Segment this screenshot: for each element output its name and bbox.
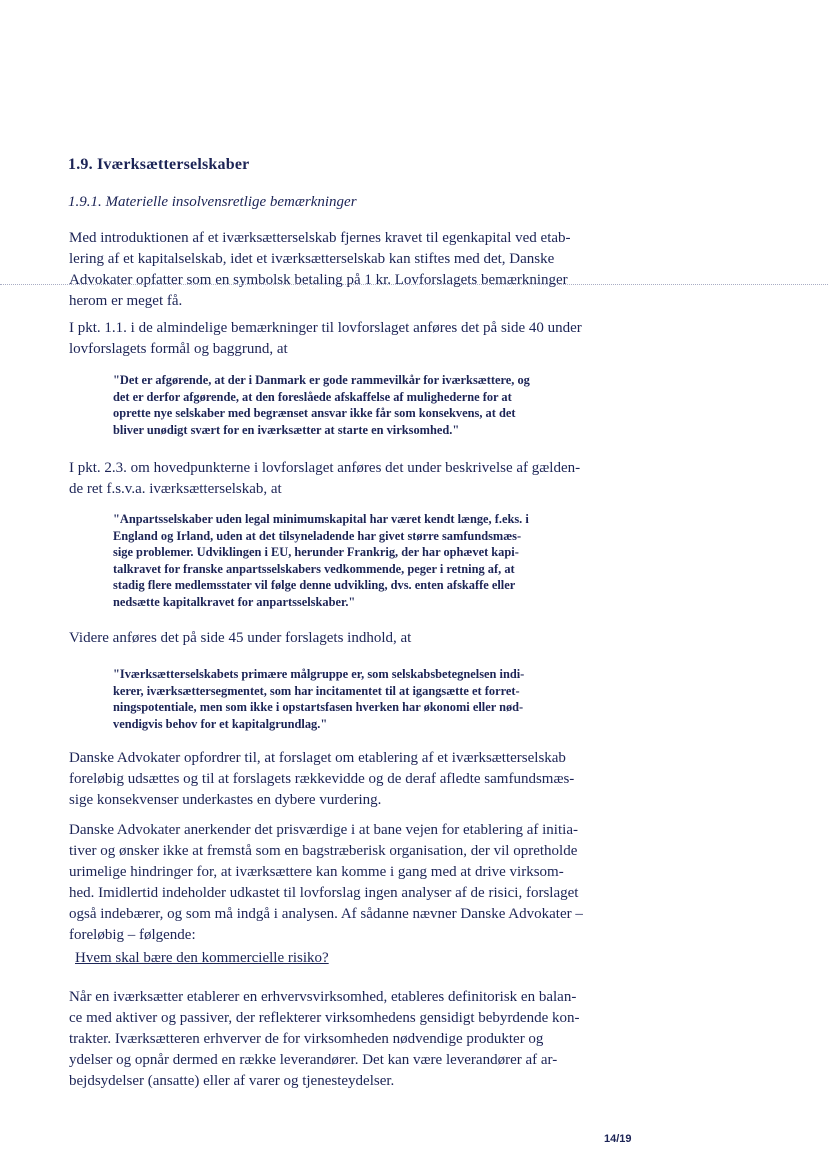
text-line: trakter. Iværksætteren erhverver de for virksomheden nødvendige produkter og [69, 1031, 544, 1047]
text-line: Danske Advokater anerkender det prisværdige i at bane vejen for etablering af initia- [69, 822, 578, 838]
paragraph-risiko [69, 987, 609, 1092]
text-line: hed. Imidlertid indeholder udkastet til lovforslag ingen analyser af de risici, forslaget [69, 885, 579, 901]
quote-line: talkravet for franske anpartsselskabers vedkommende, peger i retning af, at [113, 561, 515, 576]
quote-line: England og Irland, uden at det tilsyneladende har givet større samfundsmæs- [113, 528, 522, 543]
quote-line: bliver unødigt svært for en iværksætter at starte en virksomhed." [113, 422, 460, 437]
text-line: tiver og ønsker ikke at fremstå som en bagstræberisk organisation, der vil opretholde [69, 843, 578, 859]
text-line: ce med aktiver og passiver, der reflekterer virksomhedens gensidigt bebyrdende kon- [69, 1010, 580, 1026]
text-line: Når en iværksætter etablerer en erhvervsvirksomhed, etableres definitorisk en balan- [69, 989, 577, 1005]
text-line: I pkt. 2.3. om hovedpunkterne i lovforslaget anføres det under beskrivelse af gælden- [69, 460, 581, 476]
section-heading: 1.9. Iværksætterselskaber [68, 156, 250, 173]
text-line: lovforslagets formål og baggrund, at [69, 341, 288, 357]
text-line: ydelser og opnår dermed en række leverandører. Det kan være leverandører af ar- [69, 1052, 558, 1068]
quote-line: "Det er afgørende, at der i Danmark er gode rammevilkår for iværksættere, og [113, 373, 530, 387]
quote-line: stadig flere medlemsstater vil følge denne udvikling, dvs. enten afskaffe eller [113, 578, 516, 593]
quote-line: vendigvis behov for et kapitalgrundlag." [113, 716, 328, 731]
quote-maalgruppe [113, 666, 545, 732]
quote-line: nedsætte kapitalkravet for anpartsselskaber." [113, 594, 356, 609]
text-line: I pkt. 1.1. i de almindelige bemærkninger til lovforslaget anføres det på side 40 under [69, 320, 582, 336]
quote-line: "Anpartsselskaber uden legal minimumskapital har været kendt længe, f.eks. i [113, 512, 529, 526]
paragraph-side-45 [69, 628, 609, 649]
paragraph-anerkendelse [69, 820, 609, 946]
page-number: 14/19 [604, 1133, 632, 1145]
quote-line: det er derfor afgørende, at den foreslåede afskaffelse af mulighederne for at [113, 389, 512, 404]
question-heading: Hvem skal bære den kommercielle risiko? [75, 950, 329, 966]
text-line: sige konsekvenser underkastes en dybere vurdering. [69, 792, 382, 808]
paragraph-opfordring [69, 748, 609, 811]
text-line: lering af et kapitalselskab, idet et iværksætterselskab kan stiftes med det, Danske [69, 251, 555, 267]
quote-line: "Iværksætterselskabets primære målgruppe er, som selskabsbetegnelsen indi- [113, 667, 525, 681]
quote-rammevilkaar [113, 372, 545, 438]
paragraph-pkt-2-3 [69, 458, 609, 500]
quote-anpartsselskaber [113, 511, 545, 611]
text-line: Advokater opfatter som en symbolsk betaling på 1 kr. Lovforslagets bemærkninger [69, 272, 568, 288]
quote-line: ningspotentiale, men som ikke i opstartsfasen hverken har økonomi eller nød- [113, 700, 524, 715]
paragraph-pkt-1-1 [69, 318, 609, 360]
text-line: bejdsydelser (ansatte) eller af varer og tjenesteydelser. [69, 1073, 395, 1089]
text-line: herom er meget få. [69, 293, 183, 309]
text-line: Danske Advokater opfordrer til, at forslaget om etablering af et iværksætterselskab [69, 750, 566, 766]
text-line: foreløbig udsættes og til at forslagets rækkevidde og de deraf afledte samfundsmæs- [69, 771, 575, 787]
quote-line: kerer, iværksættersegmentet, som har incitamentet til at igangsætte et forret- [113, 683, 520, 698]
quote-line: sige problemer. Udviklingen i EU, herunder Frankrig, der har ophævet kapi- [113, 545, 519, 560]
text-line: Videre anføres det på side 45 under forslagets indhold, at [69, 630, 412, 646]
text-line: de ret f.s.v.a. iværksætterselskab, at [69, 481, 282, 497]
text-line: Med introduktionen af et iværksætterselskab fjernes kravet til egenkapital ved etab- [69, 230, 571, 246]
text-line: urimelige hindringer for, at iværksættere kan komme i gang med at drive virksom- [69, 864, 564, 880]
text-line: også indebærer, og som må indgå i analysen. Af sådanne nævner Danske Advokater – [69, 906, 583, 922]
text-line: foreløbig – følgende: [69, 927, 196, 943]
paragraph-intro [69, 228, 609, 312]
quote-line: oprette nye selskaber med begrænset ansvar ikke får som konsekvens, at det [113, 406, 516, 421]
subsection-heading: 1.9.1. Materielle insolvensretlige bemærkninger [68, 194, 357, 210]
